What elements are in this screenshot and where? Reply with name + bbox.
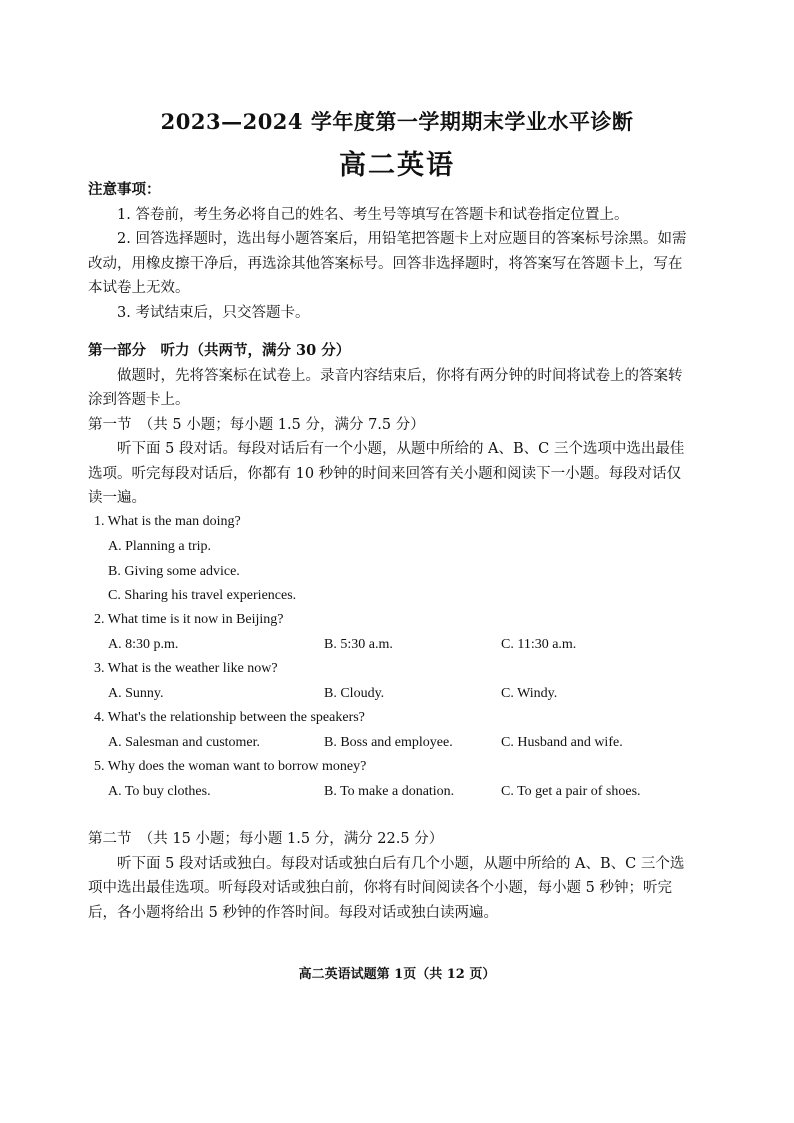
question-3-option-b: B. Cloudy. <box>324 686 385 701</box>
question-5-option-b: B. To make a donation. <box>324 784 455 799</box>
part1-heading: 第一部分 听力（共两节，满分 30 分） <box>88 342 351 359</box>
page-footer: 高二英语试题第 1页（共 12 页） <box>298 967 496 982</box>
question-1-stem: 1. What is the man doing? <box>94 514 241 529</box>
part1-section <box>88 339 688 511</box>
section1-directions: 听下面 5 段对话。每段对话后有一个小题，从题中所给的 A、B、C 三个选项中选出最佳选项。听完每段对话后，你都有 10 秒钟的时间来回答有关小题和阅读下一小题。每段对话仅读一遍。 <box>88 441 685 506</box>
question-3-option-a: A. Sunny. <box>108 686 164 701</box>
question-5-stem: 5. Why does the woman want to borrow money? <box>94 759 367 774</box>
question-1-option-a: A. Planning a trip. <box>108 539 212 554</box>
question-4-option-a: A. Salesman and customer. <box>108 735 261 750</box>
question-5-option-c: C. To get a pair of shoes. <box>501 784 641 799</box>
question-4-option-b: B. Boss and employee. <box>324 735 453 750</box>
question-3-option-c: C. Windy. <box>501 686 558 701</box>
question-1-option-c: C. Sharing his travel experiences. <box>108 588 297 603</box>
question-2-option-a: A. 8:30 p.m. <box>108 637 179 652</box>
question-3-stem: 3. What is the weather like now? <box>94 661 278 676</box>
section2-section <box>88 827 688 925</box>
question-2-option-c: C. 11:30 a.m. <box>501 637 577 652</box>
notice-section <box>88 178 688 325</box>
section1-heading: 第一节 （共 5 小题；每小题 1.5 分，满分 7.5 分） <box>88 416 425 433</box>
question-4-option-c: C. Husband and wife. <box>501 735 623 750</box>
notice-item-2: 2. 回答选择题时，选出每小题答案后，用铅笔把答题卡上对应题目的答案标号涂黑。如需改动，用橡皮擦干净后，再选涂其他答案标号。回答非选择题时，将答案写在答题卡上，写在本试卷上无效。 <box>88 231 687 296</box>
question-2-option-b: B. 5:30 a.m. <box>324 637 393 652</box>
notice-item-3: 3. 考试结束后，只交答题卡。 <box>117 304 310 321</box>
question-4-stem: 4. What's the relationship between the speakers? <box>94 710 365 725</box>
section2-directions: 听下面 5 段对话或独白。每段对话或独白后有几个小题，从题中所给的 A、B、C 三个选项中选出最佳选项。听每段对话或独白前，你将有时间阅读各个小题，每小题 5 秒钟；听完后，各小题将给出 5 秒钟的作答时间。每段对话或独白读两遍。 <box>88 855 685 921</box>
question-1-option-b: B. Giving some advice. <box>108 564 240 579</box>
notice-item-1: 1. 答卷前，考生务必将自己的姓名、考生号等填写在答题卡和试卷指定位置上。 <box>117 206 629 223</box>
part1-intro: 做题时，先将答案标在试卷上。录音内容结束后，你将有两分钟的时间将试卷上的答案转涂到答题卡上。 <box>88 367 683 408</box>
question-5-option-a: A. To buy clothes. <box>108 784 211 799</box>
subject-title: 高二英语 <box>339 150 455 181</box>
section2-heading: 第二节 （共 15 小题；每小题 1.5 分，满分 22.5 分） <box>88 831 444 847</box>
exam-title: 2023—2024 学年度第一学期期末学业水平诊断 <box>160 109 634 134</box>
question-2-stem: 2. What time is it now in Beijing? <box>94 612 284 627</box>
notice-heading: 注意事项： <box>88 181 161 198</box>
